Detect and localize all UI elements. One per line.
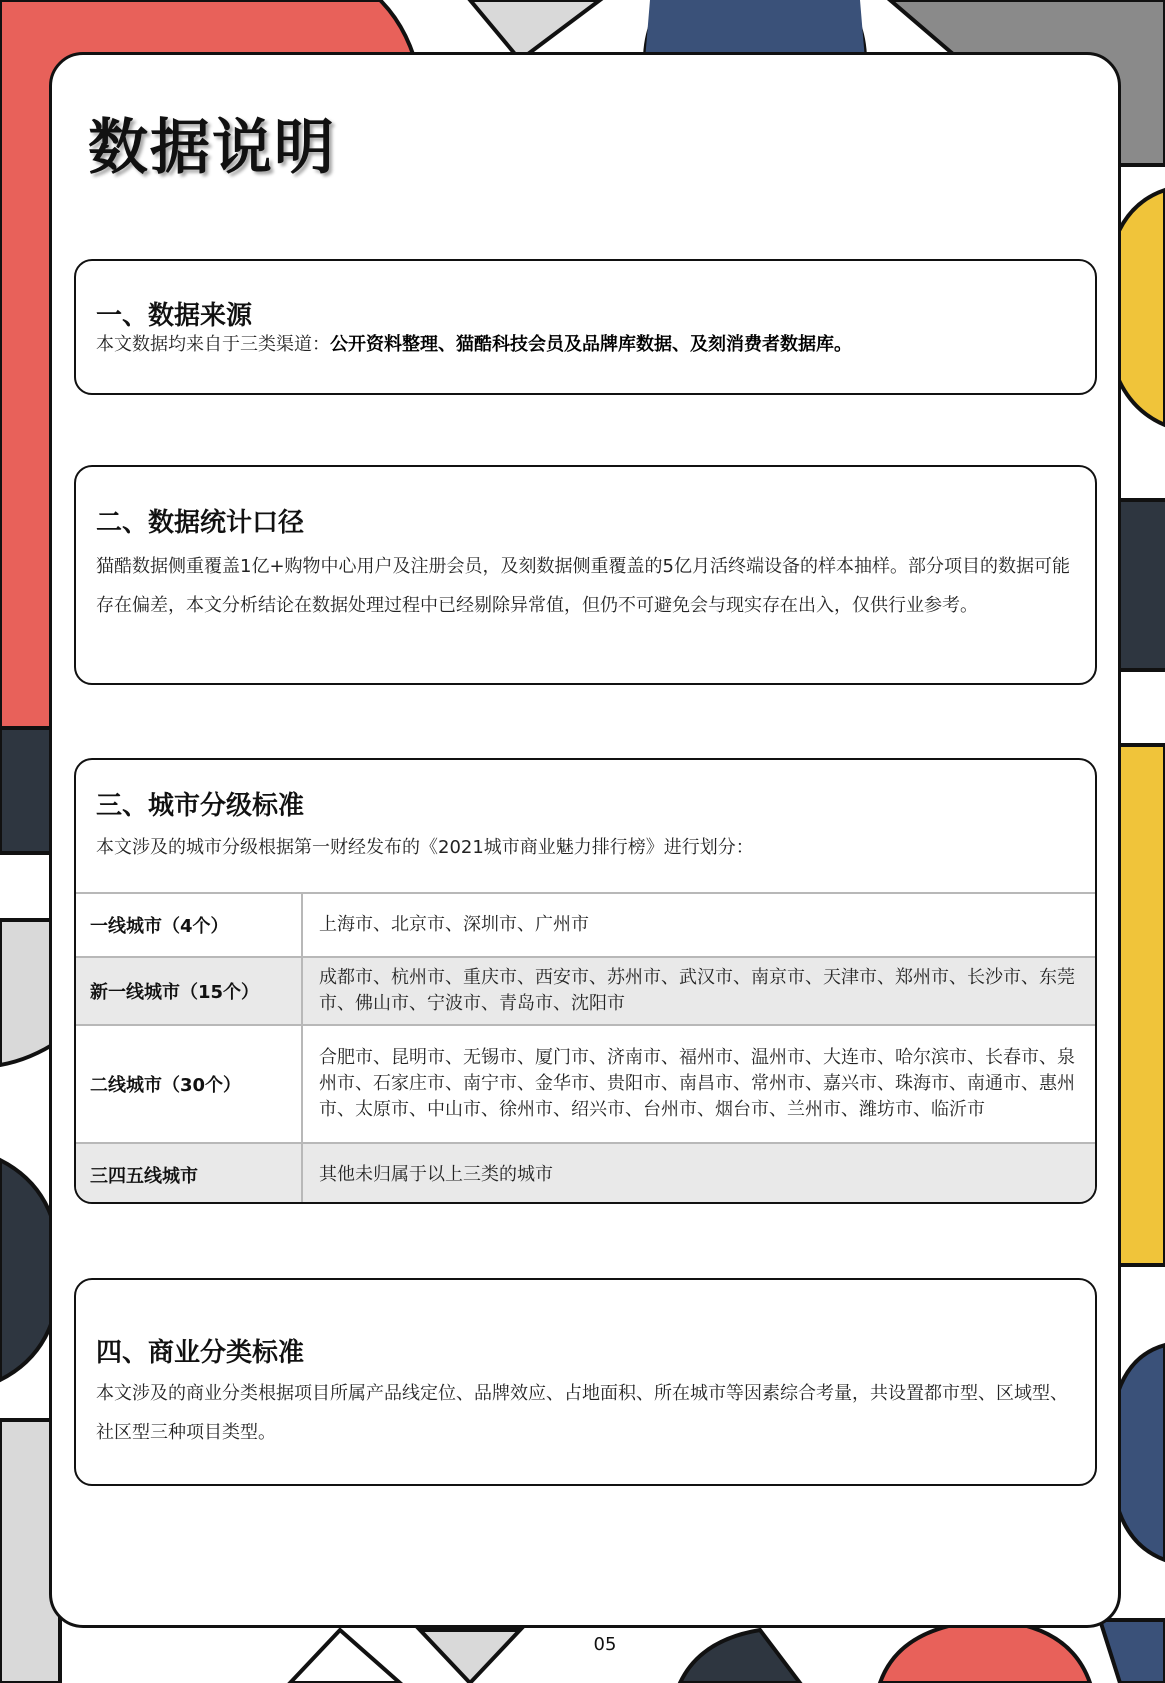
data-source-highlight: 公开资料整理、猫酷科技会员及品牌库数据、及刻消费者数据库。 (330, 334, 852, 355)
page-number: 05 (593, 1634, 617, 1655)
tier-name: 二线城市（30个） (76, 1025, 302, 1143)
city-tier-table (76, 892, 1095, 1204)
tier-name: 三四五线城市 (76, 1143, 302, 1204)
section-statistical-scope (74, 465, 1097, 685)
section-data-source (74, 259, 1097, 395)
section-heading: 一、数据来源 (96, 301, 253, 331)
section-body: 本文涉及的城市分级根据第一财经发布的《2021城市商业魅力排行榜》进行划分： (96, 837, 754, 858)
section-heading: 四、商业分类标准 (96, 1338, 305, 1368)
table-row (76, 893, 1095, 957)
table-row (76, 1143, 1095, 1204)
tier-name: 一线城市（4个） (76, 893, 302, 957)
page-title: 数据说明 (88, 113, 336, 183)
tier-cities: 其他未归属于以上三类的城市 (302, 1143, 1095, 1204)
tier-cities: 上海市、北京市、深圳市、广州市 (302, 893, 1095, 957)
section-body (96, 325, 1075, 364)
section-body: 猫酷数据侧重覆盖1亿+购物中心用户及注册会员，及刻数据侧重覆盖的5亿月活终端设备的样本抽样。部分项目的数据可能存在偏差，本文分析结论在数据处理过程中已经剔除异常值，但仍不可避免会与现实存在出入，仅供行业参考。 (96, 556, 1070, 616)
section-business-classification (74, 1278, 1097, 1486)
section-heading: 二、数据统计口径 (96, 508, 305, 538)
section-body: 本文涉及的商业分类根据项目所属产品线定位、品牌效应、占地面积、所在城市等因素综合考量，共设置都市型、区域型、社区型三种项目类型。 (96, 1383, 1068, 1443)
section-city-tiers (74, 758, 1097, 1204)
tier-cities: 合肥市、昆明市、无锡市、厦门市、济南市、福州市、温州市、大连市、哈尔滨市、长春市、泉州市、石家庄市、南宁市、金华市、贵阳市、南昌市、常州市、嘉兴市、珠海市、南通市、惠州市、太原市、中山市、徐州市、绍兴市、台州市、烟台市、兰州市、潍坊市、临沂市 (302, 1025, 1095, 1143)
table-row (76, 957, 1095, 1025)
tier-cities: 成都市、杭州市、重庆市、西安市、苏州市、武汉市、南京市、天津市、郑州市、长沙市、东莞市、佛山市、宁波市、青岛市、沈阳市 (302, 957, 1095, 1025)
table-row (76, 1025, 1095, 1143)
tier-name: 新一线城市（15个） (76, 957, 302, 1025)
data-source-intro: 本文数据均来自于三类渠道： (96, 334, 330, 355)
section-heading: 三、城市分级标准 (96, 791, 305, 821)
